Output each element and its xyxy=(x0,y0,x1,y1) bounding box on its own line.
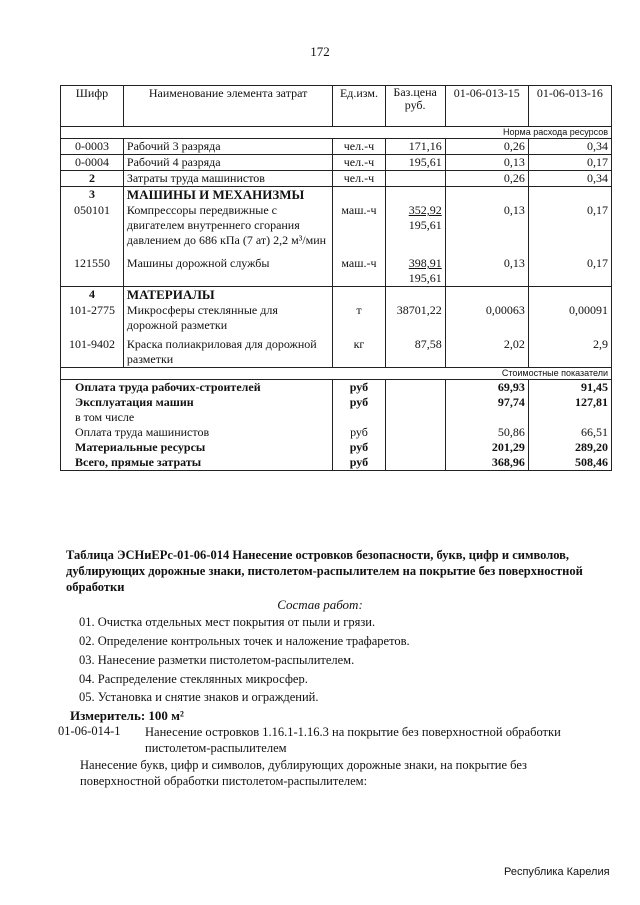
row-name: Краска полиакриловая для дорожной разметки xyxy=(123,337,332,368)
row-code: 050101 xyxy=(61,203,124,256)
row-unit: маш.-ч xyxy=(333,256,385,287)
row-price: 195,61 xyxy=(385,155,445,171)
totals-v1: 201,29 xyxy=(445,440,528,455)
totals-name: Материальные ресурсы xyxy=(61,440,333,455)
totals-row xyxy=(61,410,612,425)
section-row xyxy=(61,187,612,204)
table-row xyxy=(61,337,612,368)
row-v1: 0,00063 xyxy=(445,303,528,337)
header-unit: Ед.изм. xyxy=(333,86,385,127)
row-code: 121550 xyxy=(61,256,124,287)
totals-unit: руб xyxy=(333,425,385,440)
row-v2: 0,34 xyxy=(528,171,611,187)
empty-cell xyxy=(385,455,445,471)
totals-row xyxy=(61,425,612,440)
row-price: 38701,22 xyxy=(385,303,445,337)
section-code: 3 xyxy=(61,187,124,204)
empty-cell xyxy=(333,187,385,204)
totals-name: Оплата труда машинистов xyxy=(61,425,333,440)
norm-label: Норма расхода ресурсов xyxy=(61,127,612,139)
empty-cell xyxy=(445,287,528,304)
header-price-line1: Баз.цена xyxy=(393,85,437,99)
totals-v1: 50,86 xyxy=(445,425,528,440)
empty-cell xyxy=(385,410,445,425)
row-name: Рабочий 3 разряда xyxy=(123,139,332,155)
empty-cell xyxy=(385,380,445,396)
table-caption: Таблица ЭСНиЕРс-01-06-014 Нанесение островков безопасности, букв, цифр и символов, дублирующих дорожные знаки, пистолетом-распылителем на покрытие без поверхностной обработки xyxy=(66,548,583,594)
table-row xyxy=(61,256,612,287)
row-v1: 2,02 xyxy=(445,337,528,368)
row-unit: маш.-ч xyxy=(333,203,385,256)
header-code: Шифр xyxy=(61,86,124,127)
totals-row xyxy=(61,380,612,396)
totals-section xyxy=(61,380,612,471)
row-v2: 0,00091 xyxy=(528,303,611,337)
measure-unit: Измеритель: 100 м² xyxy=(70,708,184,723)
header-price xyxy=(385,86,445,127)
row-code: 0-0003 xyxy=(61,139,124,155)
row-v2: 0,17 xyxy=(528,155,611,171)
totals-unit: руб xyxy=(333,380,385,396)
row-v1: 0,26 xyxy=(445,139,528,155)
empty-cell xyxy=(385,395,445,410)
empty-cell xyxy=(385,287,445,304)
work-item: 01. Очистка отдельных мест покрытия от пыли и грязи. xyxy=(79,615,376,629)
totals-name: Оплата труда рабочих-строителей xyxy=(61,380,333,396)
totals-row xyxy=(61,395,612,410)
norm-row xyxy=(61,127,612,139)
totals-name: в том числе xyxy=(61,410,333,425)
works-title: Состав работ: xyxy=(277,597,363,612)
row-code: 0-0004 xyxy=(61,155,124,171)
row-price: 171,16 xyxy=(385,139,445,155)
table-row xyxy=(61,303,612,337)
totals-v2: 289,20 xyxy=(528,440,611,455)
totals-v1: 97,74 xyxy=(445,395,528,410)
totals-unit: руб xyxy=(333,440,385,455)
totals-row xyxy=(61,440,612,455)
item-code: 01-06-014-1 xyxy=(58,724,121,738)
table-header-row xyxy=(61,86,612,127)
work-item: 05. Установка и снятие знаков и ограждений. xyxy=(79,690,319,704)
row-unit: т xyxy=(333,303,385,337)
row-unit: чел.-ч xyxy=(333,155,385,171)
header-col1: 01-06-013-15 xyxy=(445,86,528,127)
totals-unit xyxy=(333,410,385,425)
row-unit: чел.-ч xyxy=(333,139,385,155)
row-name: Машины дорожной службы xyxy=(123,256,332,287)
empty-cell xyxy=(445,187,528,204)
totals-row xyxy=(61,455,612,471)
totals-v2: 508,46 xyxy=(528,455,611,471)
row-code: 101-2775 xyxy=(61,303,124,337)
row-v2: 0,34 xyxy=(528,139,611,155)
work-item: 04. Распределение стеклянных микросфер. xyxy=(79,672,308,686)
empty-cell xyxy=(528,287,611,304)
row-code: 101-9402 xyxy=(61,337,124,368)
empty-cell xyxy=(385,187,445,204)
totals-v1 xyxy=(445,410,528,425)
empty-cell xyxy=(385,440,445,455)
totals-v2 xyxy=(528,410,611,425)
row-code: 2 xyxy=(61,171,124,187)
cost-label: Стоимостные показатели xyxy=(61,368,612,380)
empty-cell xyxy=(333,287,385,304)
totals-name: Эксплуатация машин xyxy=(61,395,333,410)
totals-v1: 69,93 xyxy=(445,380,528,396)
row-name: Затраты труда машинистов xyxy=(123,171,332,187)
row-unit: кг xyxy=(333,337,385,368)
totals-v2: 127,81 xyxy=(528,395,611,410)
row-v2: 2,9 xyxy=(528,337,611,368)
totals-v2: 91,45 xyxy=(528,380,611,396)
footer-region: Республика Карелия xyxy=(504,866,610,878)
row-price-op: 195,61 xyxy=(408,218,442,232)
row-price xyxy=(385,256,445,287)
cost-label-row xyxy=(61,368,612,380)
header-name: Наименование элемента затрат xyxy=(123,86,332,127)
row-name: Микросферы стеклянные для дорожной разметки xyxy=(123,303,332,337)
section-title: МАТЕРИАЛЫ xyxy=(123,287,332,304)
row-name: Компрессоры передвижные с двигателем внутреннего сгорания давлением до 686 кПа (7 ат) 2,2 м³/мин xyxy=(123,203,332,256)
totals-unit: руб xyxy=(333,395,385,410)
paragraph: Нанесение букв, цифр и символов, дублирующих дорожные знаки, на покрытие без поверхностной обработки пистолетом-распылителем: xyxy=(80,758,527,788)
table-row xyxy=(61,155,612,171)
row-unit: чел.-ч xyxy=(333,171,385,187)
section-row xyxy=(61,287,612,304)
row-price-main: 352,92 xyxy=(408,203,442,217)
work-item: 02. Определение контрольных точек и наложение трафаретов. xyxy=(79,634,410,648)
totals-v2: 66,51 xyxy=(528,425,611,440)
table-row xyxy=(61,139,612,155)
empty-cell xyxy=(385,425,445,440)
row-price-op: 195,61 xyxy=(408,271,442,285)
totals-name: Всего, прямые затраты xyxy=(61,455,333,471)
row-v1: 0,13 xyxy=(445,155,528,171)
row-price: 87,58 xyxy=(385,337,445,368)
section-title: МАШИНЫ И МЕХАНИЗМЫ xyxy=(123,187,332,204)
totals-v1: 368,96 xyxy=(445,455,528,471)
section-code: 4 xyxy=(61,287,124,304)
row-name: Рабочий 4 разряда xyxy=(123,155,332,171)
row-price xyxy=(385,171,445,187)
row-v1: 0,26 xyxy=(445,171,528,187)
row-v2: 0,17 xyxy=(528,256,611,287)
row-price-main: 398,91 xyxy=(408,256,442,270)
page-number: 172 xyxy=(310,44,330,59)
table-row xyxy=(61,171,612,187)
work-item: 03. Нанесение разметки пистолетом-распылителем. xyxy=(79,653,355,667)
header-col2: 01-06-013-16 xyxy=(528,86,611,127)
row-v1: 0,13 xyxy=(445,256,528,287)
item-description: Нанесение островков 1.16.1-1.16.3 на покрытие без поверхностной обработки пистолетом-распылителем xyxy=(145,725,561,755)
row-price xyxy=(385,203,445,256)
resource-table xyxy=(60,85,612,471)
table-row xyxy=(61,203,612,256)
row-v1: 0,13 xyxy=(445,203,528,256)
row-v2: 0,17 xyxy=(528,203,611,256)
totals-unit: руб xyxy=(333,455,385,471)
header-price-line2: руб. xyxy=(404,98,426,112)
empty-cell xyxy=(528,187,611,204)
